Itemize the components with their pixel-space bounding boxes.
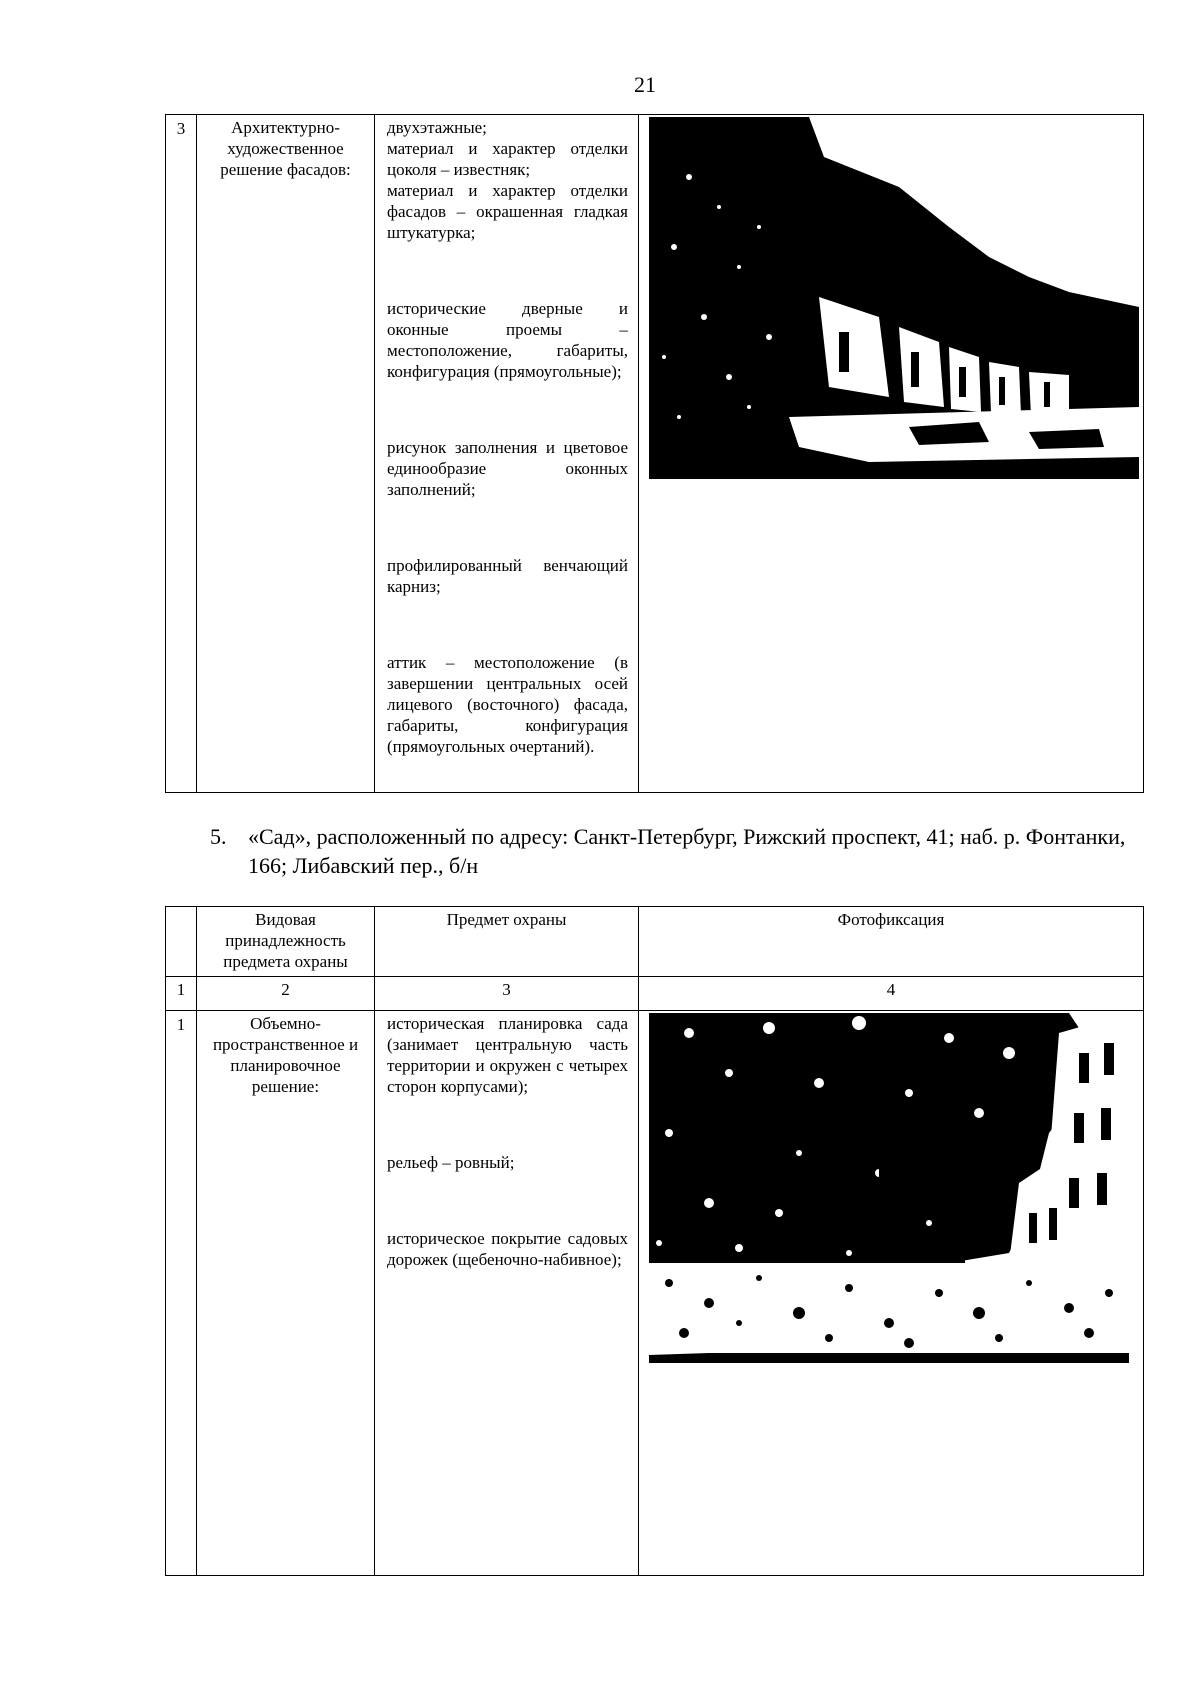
col-number-2: 2 bbox=[197, 977, 375, 1011]
paragraph-gap bbox=[387, 1114, 628, 1135]
paragraph-gap bbox=[387, 1190, 628, 1211]
subject-paragraph: историческая планировка сада (занимает центральную часть территории и окружен с четырех сторон корпусами); bbox=[387, 1014, 628, 1096]
subject-paragraph: профилированный венчающий карниз; bbox=[387, 556, 628, 596]
subject-paragraph: материал и характер отделки фасадов – окрашенная гладкая штукатурка; bbox=[387, 181, 628, 242]
protection-subject bbox=[375, 1011, 639, 1576]
section-number: 5. bbox=[210, 824, 227, 849]
protection-type: Архитектурно-художественное решение фасадов: bbox=[197, 115, 375, 793]
col-number-3: 3 bbox=[375, 977, 639, 1011]
subject-paragraph: двухэтажные; bbox=[387, 118, 487, 137]
header-photo: Фотофиксация bbox=[639, 907, 1144, 977]
row-number: 3 bbox=[166, 115, 197, 793]
col-number-1: 1 bbox=[166, 977, 197, 1011]
subject-paragraph: материал и характер отделки цоколя – известняк; bbox=[387, 139, 628, 179]
protection-subject bbox=[375, 115, 639, 793]
section-title: «Сад», расположенный по адресу: Санкт-Петербург, Рижский проспект, 41; наб. р. Фонтанки, 166; Либавский пер., б/н bbox=[248, 824, 1126, 878]
subject-paragraph: аттик – местоположение (в завершении центральных осей лицевого (восточного) фасада, габариты, конфигурация (прямоугольных очертаний). bbox=[387, 653, 628, 756]
facade-photo bbox=[649, 117, 1139, 479]
paragraph-gap bbox=[387, 614, 628, 635]
paragraph-gap bbox=[387, 260, 628, 281]
header-empty bbox=[166, 907, 197, 977]
paragraph-gap bbox=[387, 399, 628, 420]
protection-type: Объемно-пространственное и планировочное решение: bbox=[197, 1011, 375, 1576]
col-number-4: 4 bbox=[639, 977, 1144, 1011]
row-number: 1 bbox=[166, 1011, 197, 1576]
header-protection-type: Видовая принадлежность предмета охраны bbox=[197, 907, 375, 977]
subject-paragraph: рисунок заполнения и цветовое единообразие оконных заполнений; bbox=[387, 438, 628, 499]
photo-cell bbox=[639, 1011, 1144, 1576]
page-number: 21 bbox=[634, 72, 656, 97]
header-protection-subject: Предмет охраны bbox=[375, 907, 639, 977]
subject-paragraph: рельеф – ровный; bbox=[387, 1153, 515, 1172]
photo-cell bbox=[639, 115, 1144, 793]
subject-paragraph: историческое покрытие садовых дорожек (щебеночно-набивное); bbox=[387, 1229, 628, 1269]
protection-table-garden bbox=[165, 906, 1144, 1576]
garden-photo bbox=[649, 1013, 1129, 1375]
protection-table-continued bbox=[165, 114, 1144, 793]
paragraph-gap bbox=[387, 517, 628, 538]
subject-paragraph: исторические дверные и оконные проемы – местоположение, габариты, конфигурация (прямоугольные); bbox=[387, 299, 628, 381]
